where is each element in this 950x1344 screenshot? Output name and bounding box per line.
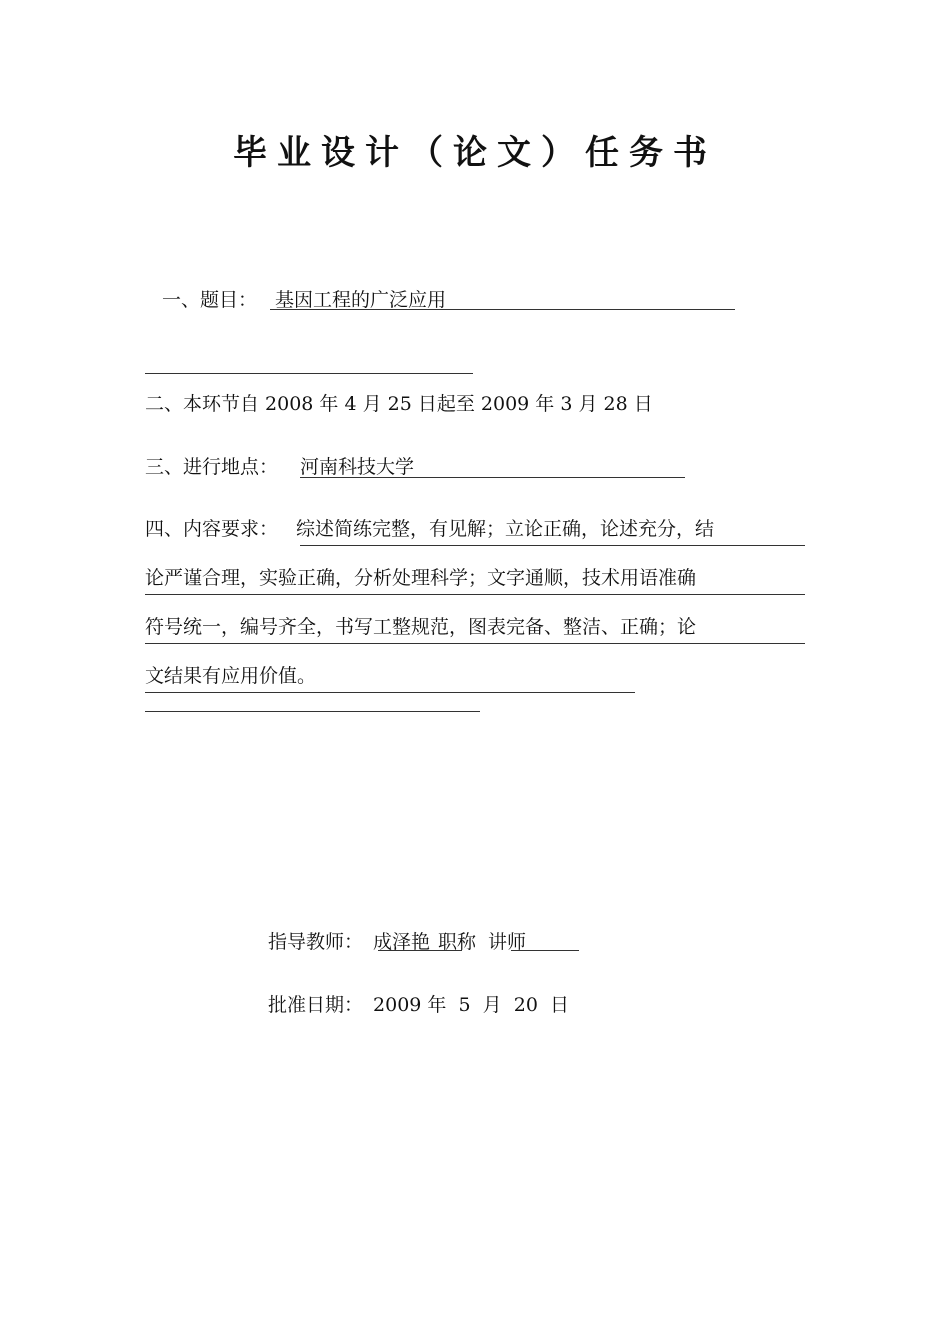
advisor-title-label: 职称 xyxy=(438,931,477,953)
advisor-name-underline xyxy=(378,950,462,951)
requirements-line-2 xyxy=(145,554,805,603)
requirements-line-4 xyxy=(145,652,805,701)
requirements-underline xyxy=(145,692,635,693)
period-row: 二、本环节自 2008 年 4 月 25 日起至 2009 年 3 月 28 日 xyxy=(145,393,653,415)
requirements-underline-extra xyxy=(145,711,480,712)
approval-row xyxy=(268,992,569,1018)
page-title: 毕业设计（论文）任务书 xyxy=(233,133,717,173)
requirements-text: 论严谨合理，实验正确，分析处理科学；文字通顺，技术用语准确 xyxy=(145,567,697,589)
location-underline xyxy=(300,477,685,478)
topic-underline-continued xyxy=(145,373,473,374)
requirements-text: 综述简练完整，有见解；立论正确，论述充分，结 xyxy=(296,518,715,540)
requirements-text: 文结果有应用价值。 xyxy=(145,665,317,687)
location-label: 三、进行地点： xyxy=(145,456,279,478)
requirements-line-3 xyxy=(145,603,805,652)
approval-label: 批准日期： xyxy=(268,994,364,1016)
requirements-text: 符号统一，编号齐全，书写工整规范，图表完备、整洁、正确；论 xyxy=(145,616,697,638)
requirements-block xyxy=(145,505,805,701)
advisor-name: 成泽艳 xyxy=(373,931,431,953)
topic-label: 一、题目： xyxy=(162,289,258,311)
advisor-row xyxy=(268,929,526,955)
approval-date: 2009 年 5 月 20 日 xyxy=(373,994,569,1016)
advisor-title-value: 讲师 xyxy=(488,931,527,953)
location-value: 河南科技大学 xyxy=(300,456,415,478)
advisor-title-underline xyxy=(511,950,579,951)
topic-value: 基因工程的广泛应用 xyxy=(275,289,447,311)
requirements-line-1 xyxy=(145,505,805,554)
topic-underline xyxy=(270,309,735,310)
requirements-underline xyxy=(145,594,805,595)
requirements-underline xyxy=(300,545,805,546)
requirements-underline xyxy=(145,643,805,644)
requirements-label: 四、内容要求： xyxy=(145,518,279,540)
advisor-label: 指导教师： xyxy=(268,931,364,953)
